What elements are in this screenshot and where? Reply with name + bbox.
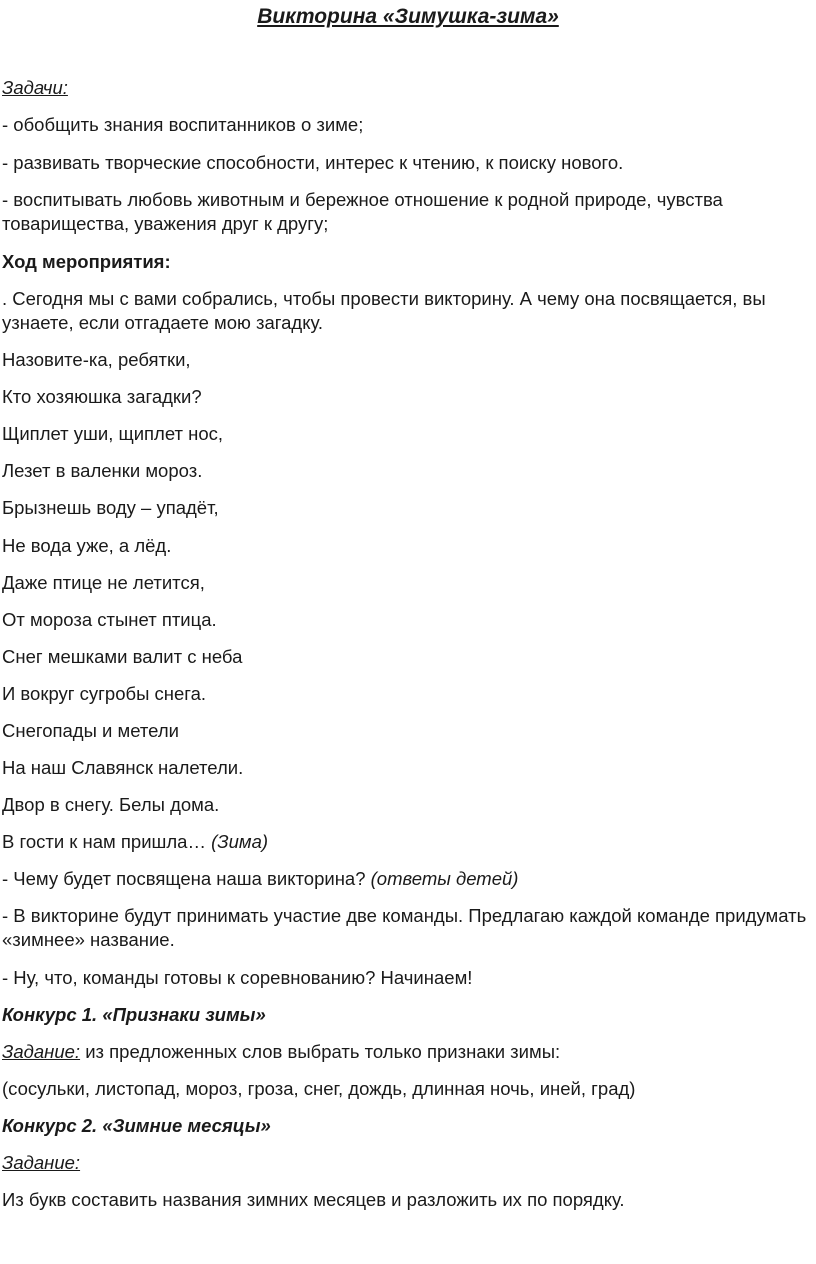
riddle-final-text: В гости к нам пришла… <box>2 831 212 852</box>
task-item: - воспитывать любовь животным и бережное отношение к родной природе, чувства товарищества, уважения друг к другу; <box>2 189 723 234</box>
contest-2-task-label: Задание: <box>2 1152 81 1173</box>
riddle-line: От мороза стынет птица. <box>2 609 217 630</box>
question-line <box>2 867 810 891</box>
task-item: - развивать творческие способности, интерес к чтению, к поиску нового. <box>2 152 624 173</box>
progress-heading: Ход мероприятия: <box>2 251 171 272</box>
riddle-final-line <box>2 830 810 854</box>
riddle-line: Не вода уже, а лёд. <box>2 535 172 556</box>
riddle-line: Лезет в валенки мороз. <box>2 460 203 481</box>
riddle-line: И вокруг сугробы снега. <box>2 683 207 704</box>
riddle-answer: (Зима) <box>211 831 269 852</box>
contest-1-title: Конкурс 1. «Признаки зимы» <box>2 1004 266 1025</box>
riddle-line: Даже птице не летится, <box>2 572 205 593</box>
document-title: Викторина «Зимушка-зима» <box>257 5 559 28</box>
contest-1-task-text: из предложенных слов выбрать только признаки зимы: <box>80 1041 561 1062</box>
riddle-line: Кто хозяюшка загадки? <box>2 386 202 407</box>
riddle-line: Брызнешь воду – упадёт, <box>2 497 219 518</box>
teams-paragraph: - В викторине будут принимать участие две команды. Предлагаю каждой команде придумать «зимнее» название. <box>2 905 807 950</box>
question-note: (ответы детей) <box>370 868 519 889</box>
riddle-line: Назовите-ка, ребятки, <box>2 349 191 370</box>
task-label: Задание: <box>2 1041 81 1062</box>
riddle-line: Снегопады и метели <box>2 720 179 741</box>
start-line: - Ну, что, команды готовы к соревнованию? Начинаем! <box>2 967 473 988</box>
contest-1-words: (сосульки, листопад, мороз, гроза, снег, дождь, длинная ночь, иней, град) <box>2 1078 636 1099</box>
contest-1-task <box>2 1040 810 1064</box>
riddle-line: Щиплет уши, щиплет нос, <box>2 423 224 444</box>
intro-paragraph: . Сегодня мы с вами собрались, чтобы провести викторину. А чему она посвящается, вы узнаете, если отгадаете мою загадку. <box>2 288 766 333</box>
question-text: - Чему будет посвящена наша викторина? <box>2 868 371 889</box>
tasks-heading: Задачи: <box>2 77 68 98</box>
contest-2-task: Из букв составить названия зимних месяцев и разложить их по порядку. <box>2 1189 625 1210</box>
riddle-line: Снег мешками валит с неба <box>2 646 243 667</box>
contest-2-title: Конкурс 2. «Зимние месяцы» <box>2 1115 271 1136</box>
riddle-line: На наш Славянск налетели. <box>2 757 244 778</box>
riddle-line: Двор в снегу. Белы дома. <box>2 794 220 815</box>
task-item: - обобщить знания воспитанников о зиме; <box>2 114 364 135</box>
